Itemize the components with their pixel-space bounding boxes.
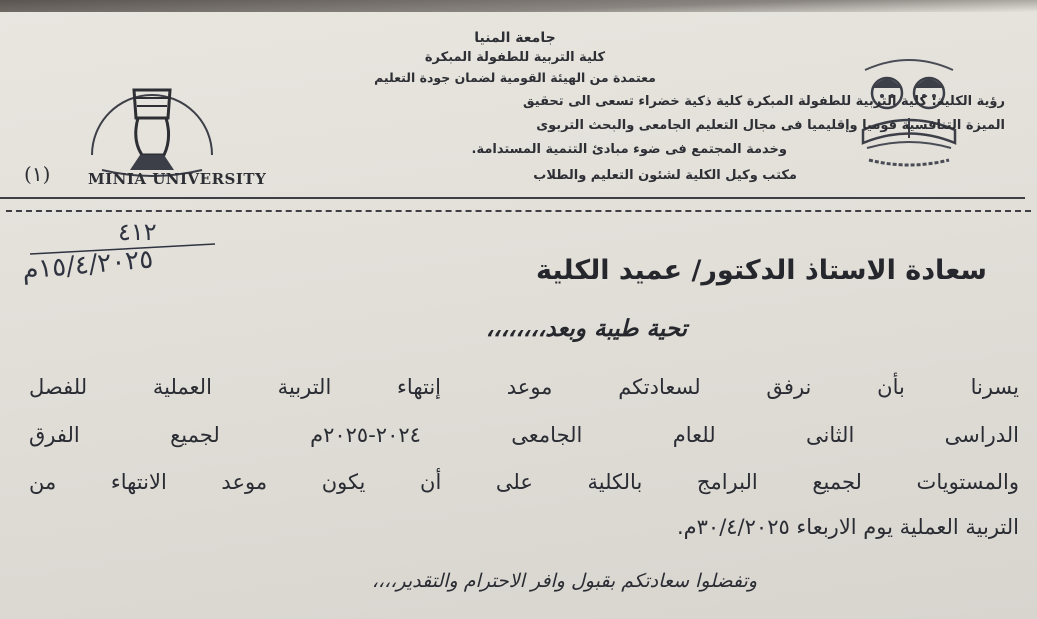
greeting: تحية طيبة وبعد،،،،،،،،	[485, 316, 687, 342]
accreditation-line: معتمدة من الهيئة القومية لضمان جودة التعليم	[374, 70, 656, 85]
body-line-2: الدراسى الثانى للعام الجامعى ٢٠٢٤-٢٠٢٥م لجميع الفرق	[29, 423, 1019, 447]
body-line-1: يسرنا بأن نرفق لسعادتكم موعد إنتهاء التربية العملية للفصل	[29, 375, 1019, 399]
body-line-3: والمستويات لجميع البرامج بالكلية على أن يكون موعد الانتهاء من	[29, 470, 1019, 494]
university-name-en: MINIA UNIVERSITY	[88, 170, 267, 188]
vision-line-3: وخدمة المجتمع فى ضوء مبادئ التنمية المستدامة.	[471, 142, 787, 157]
header-rule-dashed	[6, 210, 1031, 212]
handwritten-date: ١٥/٤/٢٠٢٥م	[20, 244, 155, 286]
office-line: مكتب وكيل الكلية لشئون التعليم والطلاب	[533, 168, 797, 183]
closing: وتفضلوا سعادتكم بقبول وافر الاحترام والتقدير،،،،	[371, 570, 757, 592]
handwritten-ref: ٤١٢	[118, 218, 157, 246]
vision-line-1: رؤية الكلية: كلية التربية للطفولة المبكرة كلية ذكية خضراء تسعى الى تحقيق	[523, 94, 1005, 109]
vision-line-2: الميزة التنافسية قوميا وإقليميا فى مجال التعليم الجامعى والبحث التربوى	[536, 118, 1005, 133]
document-number: (١)	[24, 162, 51, 186]
body-line-4: التربية العملية يوم الاربعاء ٣٠/٤/٢٠٢٥م.	[676, 515, 1019, 539]
addressee: سعادة الاستاذ الدكتور/ عميد الكلية	[536, 255, 987, 286]
faculty-name: كلية التربية للطفولة المبكرة	[424, 50, 606, 65]
university-name: جامعة المنيا	[474, 30, 556, 46]
page-edge-shadow	[0, 0, 1037, 12]
header-rule	[0, 197, 1025, 199]
faculty-logo	[853, 48, 965, 178]
